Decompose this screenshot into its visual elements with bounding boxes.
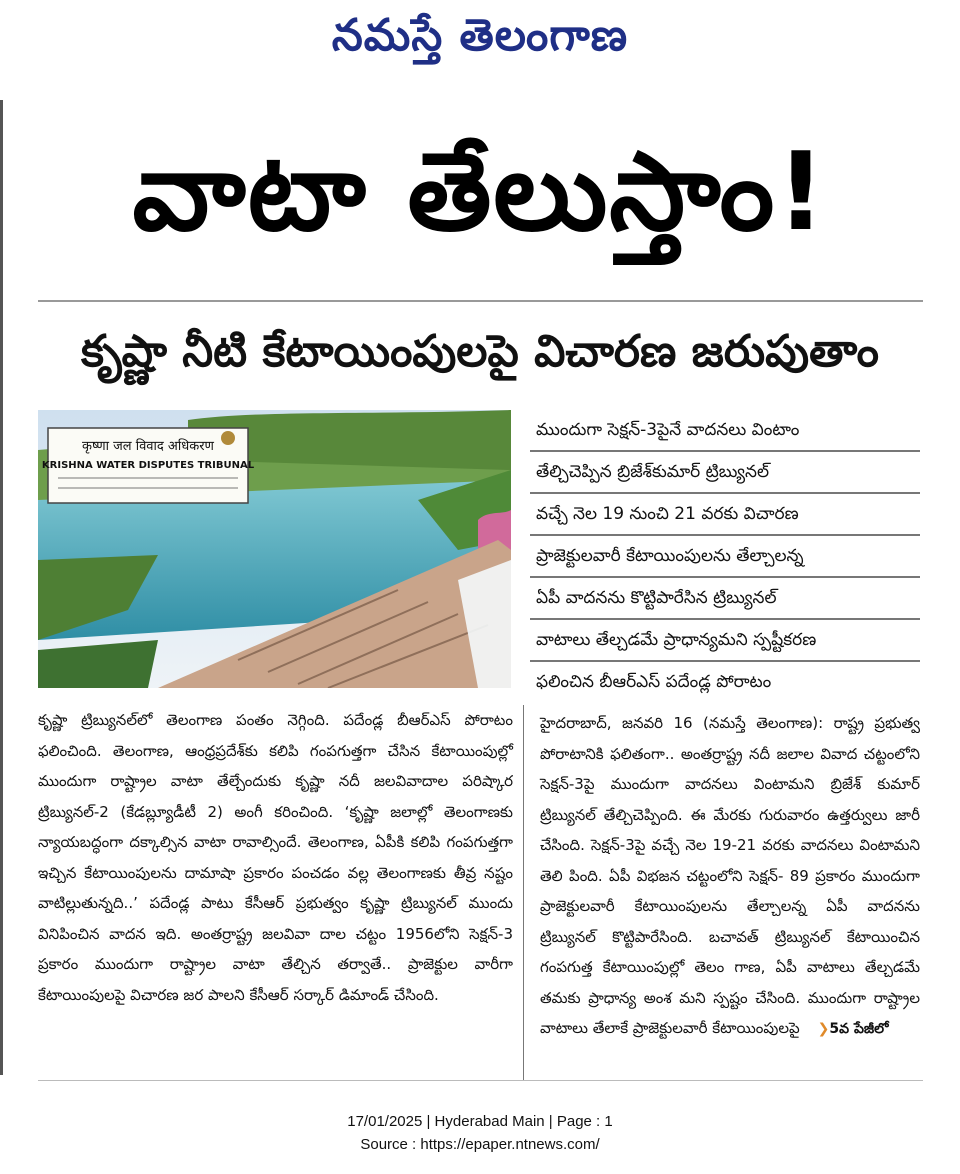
dam-photo: [38, 410, 511, 688]
column-divider: [523, 705, 524, 1080]
footer: [0, 1110, 960, 1156]
headline-divider: [38, 300, 923, 302]
article-right-column: [540, 708, 920, 1045]
footer-divider: [38, 1080, 923, 1081]
headline: వాటా తేలుస్తాం!: [132, 130, 828, 255]
article-left-column: [38, 705, 513, 1010]
article-body-left: కృష్ణా ట్రిబ్యునల్‌లో తెలంగాణ పంతం నెగ్గింది. పదేండ్ల బీఆర్‌ఎస్‌ పోరాటం ఫలించింది. తెలంగాణ, ఆంధ్రప్రదేశ్‌కు కలిపి గంపగుత్తగా చేసిన కేటాయింపుల్లో ముందుగా రాష్ట్రాల వాటా తేల్చేందుకు కృష్ణా నదీ జలవివాదాల పరిష్కార ట్రిబ్యునల్‌-2 (కేడబ్ల్యూడీటీ 2) అంగీ కరించింది. ‘కృష్ణా జలాల్లో తెలంగాణకు న్యాయబద్ధంగా దక్కాల్సిన వాటా రావాల్సిందే. తెలంగాణ, ఏపీకి కలిపి గంపగుత్తగా ఇచ్చిన కేటాయింపులను దామాషా ప్రకారం పంచడం వల్ల తెలంగాణకు తీవ్ర నష్టం వాటిల్లుతున్నది..’ పదేండ్ల పాటు కేసీఆర్‌ ప్రభుత్వం కృష్ణా ట్రిబ్యునల్‌ ముందు వినిపించిన వాదన ఇది. అంతర్రాష్ట్ర జలవివా దాల చట్టం 1956లోని సెక్షన్‌-3 ప్రకారం ముందుగా రాష్ట్రాల వాటా తేల్చిన తర్వాతే.. ప్రాజెక్టుల వారీగా కేటాయింపులపై విచారణ జర పాలని కేసీఆర్‌ సర్కార్‌ డిమాండ్‌ చేసింది.: [38, 711, 513, 1004]
sign-text-english: KRISHNA WATER DISPUTES TRIBUNAL: [41, 460, 255, 471]
footer-date-edition: 17/01/2025 | Hyderabad Main | Page : 1: [347, 1113, 613, 1130]
highlight-item: ప్రాజెక్టులవారీ కేటాయింపులను తేల్చాలన్న: [530, 536, 920, 578]
highlights-list: [530, 410, 920, 702]
footer-source: Source : https://epaper.ntnews.com/: [360, 1136, 600, 1153]
continued-label: 5వ పేజీలో: [829, 1021, 889, 1037]
article-body-right: [540, 708, 920, 1045]
highlight-item: ఫలించిన బీఆర్‌ఎస్‌ పదేండ్ల పోరాటం: [536, 672, 772, 692]
highlight-item: ఏపీ వాదనను కొట్టిపారేసిన ట్రిబ్యునల్‌: [530, 578, 920, 620]
subheadline: కృష్ణా నీటి కేటాయింపులపై విచారణ జరుపుతాం: [81, 326, 879, 377]
sign-text-hindi: कृष्णा जल विवाद अधिकरण: [82, 439, 214, 454]
chevron-right-icon: ❯: [817, 1021, 830, 1037]
article-text-right: హైదరాబాద్‌, జనవరి 16 (నమస్తే తెలంగాణ): రాష్ట్ర ప్రభుత్వ పోరాటానికి ఫలితంగా.. అంతర్రాష్ట్ర నదీ జలాల వివాద చట్టంలోని సెక్షన్‌-3పై ముందుగా వాదనలు వింటామని బ్రిజేశ్‌ కుమార్‌ ట్రిబ్యునల్‌ తేల్చిచెప్పింది. ఈ మేరకు గురువారం ఉత్తర్వులు జారీ చేసింది. సెక్షన్‌-3పై వచ్చే నెల 19-21 వరకు వాదనలు వింటామని తెలి పింది. ఏపీ విభజన చట్టంలోని సెక్షన్‌- 89 ప్రకారం ముందుగా ప్రాజెక్టులవారీ కేటాయింపులను తేల్చాలన్న ఏపీ వాదనను ట్రిబ్యునల్‌ కొట్టిపారేసింది. బచావత్‌ ట్రిబ్యునల్‌ కేటాయించిన గంపగుత్త కేటాయింపుల్లో తెలం గాణ, ఏపీ వాటాలు తేల్చడమే తమకు ప్రాధాన్య అంశ మని స్పష్టం చేసింది. ముందుగా రాష్ట్రాల వాటాలు తేలాకే ప్రాజెక్టులవారీ కేటాయింపులపై: [540, 714, 920, 1037]
highlight-item: ముందుగా సెక్షన్‌-3పైనే వాదనలు వింటాం: [530, 410, 920, 452]
highlight-item: వాటాలు తేల్చడమే ప్రాధాన్యమని స్పష్టీకరణ: [530, 620, 920, 662]
continued-link[interactable]: [818, 1021, 889, 1037]
highlight-item: వచ్చే నెల 19 నుంచి 21 వరకు విచారణ: [530, 494, 920, 536]
highlight-item: తేల్చిచెప్పిన బ్రిజేశ్‌కుమార్‌ ట్రిబ్యునల్‌: [530, 452, 920, 494]
dam-photo-image: [38, 410, 511, 688]
masthead-logo: నమస్తే తెలంగాణ: [331, 10, 629, 61]
emblem-icon: [221, 431, 235, 445]
